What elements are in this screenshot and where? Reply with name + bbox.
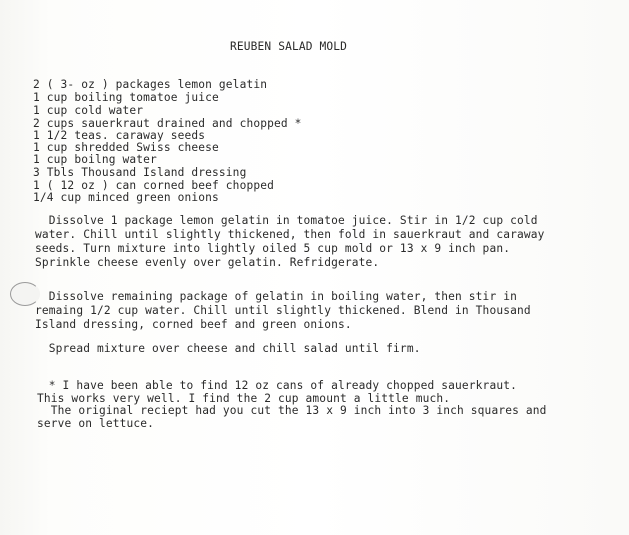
instruction-line: Island dressing, corned beef and green onions. [35,318,352,331]
instruction-line: remaing 1/2 cup water. Chill until slightly thickened. Blend in Thousand [35,304,531,317]
ingredient-line: 1 ( 12 oz ) can corned beef chopped [33,179,274,192]
note-line: This works very well. I find the 2 cup amount a little much. [37,392,451,405]
instruction-line: Sprinkle cheese evenly over gelatin. Refridgerate. [35,256,380,269]
instruction-line: Dissolve remaining package of gelatin in boiling water, then stir in [35,290,517,303]
ingredient-line: 2 ( 3- oz ) packages lemon gelatin [33,78,268,91]
instruction-line: water. Chill until slightly thickened, then fold in sauerkraut and caraway [35,228,545,241]
ingredient-line: 1 cup cold water [33,104,144,117]
instruction-line: Spread mixture over cheese and chill salad until firm. [35,342,421,355]
note-line: * I have been able to find 12 oz cans of already chopped sauerkraut. [35,379,517,392]
ingredient-line: 1 cup boiling tomatoe juice [33,91,219,104]
instruction-line: seeds. Turn mixture into lightly oiled 5 cup mold or 13 x 9 inch pan. [35,242,511,255]
instruction-line: Dissolve 1 package lemon gelatin in tomatoe juice. Stir in 1/2 cup cold [35,214,538,227]
ingredient-line: 1/4 cup minced green onions [33,191,219,204]
ingredient-line: 1 1/2 teas. caraway seeds [33,129,206,142]
ingredient-line: 3 Tbls Thousand Island dressing [33,166,247,179]
note-line: serve on lettuce. [37,417,155,430]
recipe-title: REUBEN SALAD MOLD [230,40,348,53]
note-line: The original reciept had you cut the 13 x 9 inch into 3 inch squares and [37,404,547,417]
ingredient-line: 2 cups sauerkraut drained and chopped * [33,117,302,130]
ingredient-line: 1 cup boilng water [33,153,157,166]
ingredient-line: 1 cup shredded Swiss cheese [33,141,219,154]
